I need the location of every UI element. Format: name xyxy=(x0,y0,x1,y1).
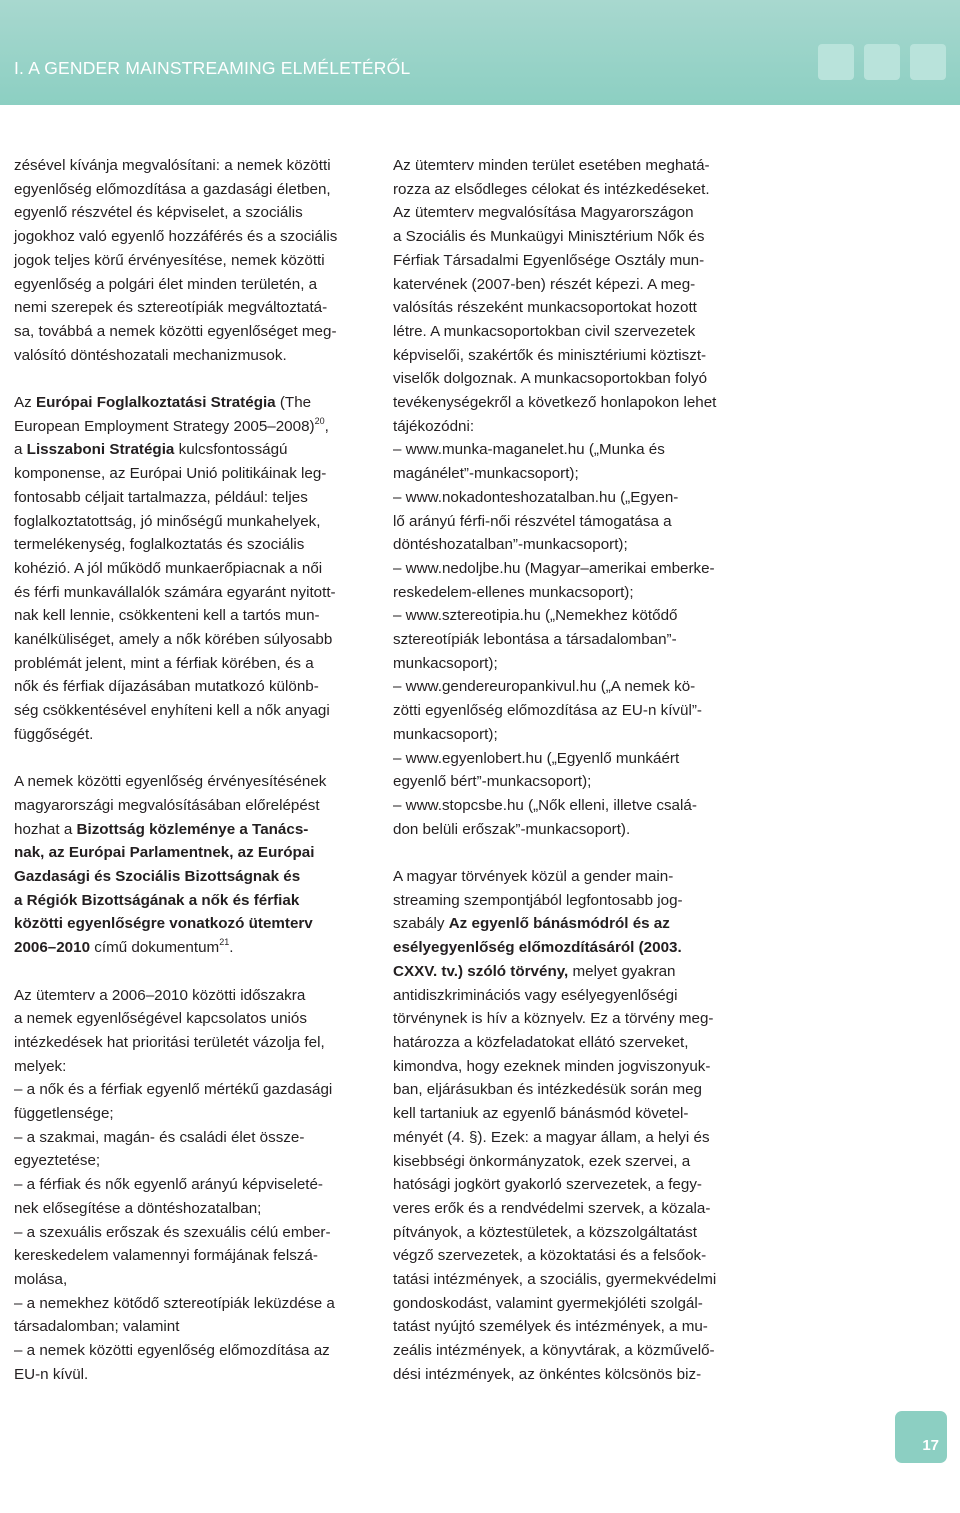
right-text-column xyxy=(393,154,753,1387)
header-decor-square-1 xyxy=(818,44,854,80)
text-line: European Employment Strategy 2005–2008)$^{20}$, xyxy=(14,415,329,435)
website-list-item: magánélet”-munkacsoport); xyxy=(393,465,579,483)
website-list-item: munkacsoport); xyxy=(393,654,498,672)
paragraph-working-groups xyxy=(393,154,753,841)
bold-term: Lisszaboni Stratégia xyxy=(26,441,175,459)
text-line: törvénynek is hív a köznyelv. Ez a törvény meg- xyxy=(393,1010,714,1028)
list-item: – a nemekhez kötődő sztereotípiák leküzdése a xyxy=(14,1294,335,1312)
website-list-item: munkacsoport); xyxy=(393,725,498,743)
text-line: ban, eljárásukban és intézkedésük során meg xyxy=(393,1081,703,1099)
text-line: antidiszkriminációs vagy esélyegyenlőségi xyxy=(393,986,678,1004)
text-line: kohézió. A jól működő munkaerőpiacnak a női xyxy=(14,559,323,577)
text-line: dési intézmények, az önkéntes kölcsönös biz- xyxy=(393,1365,702,1383)
footnote-ref: 21 xyxy=(219,937,230,948)
text-line: szabály Az egyenlő bánásmódról és az xyxy=(393,915,670,933)
text-line: jogokhoz való egyenlő hozzáférés és a szociális xyxy=(14,228,338,246)
website-list-item: don belüli erőszak”-munkacsoport). xyxy=(393,820,631,838)
list-item: – a nők és a férfiak egyenlő mértékű gazdasági xyxy=(14,1081,333,1099)
bold-term: a Régiók Bizottságának a nők és férfiak xyxy=(14,891,300,909)
bold-term: Bizottság közleménye a Tanács- xyxy=(76,820,309,838)
text-line: Férfiak Társadalmi Egyenlősége Osztály mun- xyxy=(393,251,705,269)
text-line: egyenlőség a polgári élet minden területén, a xyxy=(14,275,318,293)
text-line: valósító döntéshozatali mechanizmusok. xyxy=(14,346,287,364)
text-line: Az ütemterv a 2006–2010 közötti időszakra xyxy=(14,986,306,1004)
text-line xyxy=(393,936,753,960)
text-line: nők és férfiak díjazásában mutatkozó különb- xyxy=(14,678,319,696)
bold-term: Az egyenlő bánásmódról és az xyxy=(448,915,670,933)
left-text-column xyxy=(14,154,374,1387)
footnote-ref: 20 xyxy=(314,415,325,426)
website-list-item: – www.nedoljbe.hu (Magyar–amerikai emberke- xyxy=(393,559,715,577)
text-line xyxy=(14,889,374,913)
bold-term: esélyegyenlőség előmozdításáról (2003. xyxy=(393,939,682,957)
text-line: kimondva, hogy ezeknek minden jogviszonyuk- xyxy=(393,1057,711,1075)
text-line: zésével kívánja megvalósítani: a nemek közötti xyxy=(14,157,331,174)
text-line: zeális intézmények, a könyvtárak, a közművelő- xyxy=(393,1342,715,1360)
text-line: a Lisszaboni Stratégia kulcsfontosságú xyxy=(14,441,288,459)
text-line: hozhat a Bizottság közleménye a Tanács- xyxy=(14,820,309,838)
text-line: viselők dolgoznak. A munkacsoportokban folyó xyxy=(393,370,708,388)
website-list-item: döntéshozatalban”-munkacsoport); xyxy=(393,536,628,554)
list-item: – a szakmai, magán- és családi élet össze- xyxy=(14,1128,305,1146)
website-list-item: – www.munka-maganelet.hu („Munka és xyxy=(393,441,665,459)
text-line: ség csökkentésével enyhíteni kell a nők anyagi xyxy=(14,702,330,720)
text-line: 2006–2010 című dokumentum$^{21}$. xyxy=(14,937,234,957)
text-line: tatási intézmények, a szociális, gyermekvédelmi xyxy=(393,1271,717,1289)
paragraph-equality-goals xyxy=(14,154,374,367)
text-line: intézkedések hat prioritási területét vázolja fel, xyxy=(14,1033,325,1051)
text-line: határozza a közfeladatokat ellátó szerveket, xyxy=(393,1034,689,1051)
text-line: pítványok, a köztestületek, a közszolgáltatást xyxy=(393,1223,697,1241)
text-line: hatósági jogkört gyakorló szervezetek, a fegy- xyxy=(393,1176,702,1194)
text-line: Az Európai Foglalkoztatási Stratégia (The xyxy=(14,394,312,412)
website-list-item: zötti egyenlőség előmozdítása az EU-n kívül”- xyxy=(393,702,702,720)
text-line: valósítás részeként munkacsoportokat hozott xyxy=(393,299,697,317)
text-line: katervének (2007-ben) részét képezi. A meg- xyxy=(393,275,696,293)
website-list-item: egyenlő bért”-munkacsoport); xyxy=(393,773,592,791)
list-item: EU-n kívül. xyxy=(14,1365,89,1383)
list-item: társadalomban; valamint xyxy=(14,1318,180,1336)
paragraph-commission-communication xyxy=(14,770,374,960)
text-line: A nemek közötti egyenlőség érvényesítésének xyxy=(14,773,327,791)
text-line: rozza az elsődleges célokat és intézkedéseket. xyxy=(393,180,710,198)
text-line: magyarországi megvalósításában előrelépést xyxy=(14,796,320,814)
text-line: A magyar törvények közül a gender main- xyxy=(393,868,674,886)
text-line: végző szervezetek, a közoktatási és a felsőok- xyxy=(393,1247,707,1265)
text-line xyxy=(14,865,374,889)
chapter-header-band xyxy=(0,0,960,105)
text-line: foglalkoztatottság, jó minőségű munkahelyek, xyxy=(14,512,321,530)
header-decor-square-3 xyxy=(910,44,946,80)
text-line: veres erők és a rendvédelmi szervek, a közala- xyxy=(393,1199,711,1217)
text-line: egyenlőség előmozdítása a gazdasági életben, xyxy=(14,180,331,198)
paragraph-equal-treatment-act xyxy=(393,865,753,1386)
list-item: – a nemek közötti egyenlőség előmozdítása az xyxy=(14,1342,330,1360)
bold-term: Európai Foglalkoztatási Stratégia xyxy=(35,394,276,412)
chapter-title: I. A GENDER MAINSTREAMING ELMÉLETÉRŐL xyxy=(14,58,411,78)
bold-term: nak, az Európai Parlamentnek, az Európai xyxy=(14,844,315,862)
text-line: képviselői, szakértők és minisztériumi köztiszt- xyxy=(393,346,707,364)
website-list-item: – www.sztereotipia.hu („Nemekhez kötődő xyxy=(393,607,678,625)
website-list-item: – www.egyenlobert.hu („Egyenlő munkáért xyxy=(393,749,680,767)
text-line: problémát jelent, mint a férfiak körében, és a xyxy=(14,654,314,672)
text-line: egyenlő részvétel és képviselet, a szociális xyxy=(14,204,303,222)
text-line: fontosabb céljait tartalmazza, például: teljes xyxy=(14,488,308,506)
website-list-item: – www.nokadonteshozatalban.hu („Egyen- xyxy=(393,488,679,506)
text-line: Az ütemterv megvalósítása Magyarországon xyxy=(393,204,694,222)
website-list-item: – www.gendereuropankivul.hu („A nemek kö- xyxy=(393,678,696,696)
header-decor-square-2 xyxy=(864,44,900,80)
text-line: kell tartaniuk az egyenlő bánásmód követel- xyxy=(393,1105,689,1123)
text-line: a Szociális és Munkaügyi Minisztérium Nők és xyxy=(393,228,705,246)
text-line: a nemek egyenlőségével kapcsolatos uniós xyxy=(14,1010,307,1028)
list-item: kereskedelem valamennyi formájának felszá- xyxy=(14,1247,318,1265)
text-line: kisebbségi önkormányzatok, ezek szervei, a xyxy=(393,1152,691,1170)
list-item: – a férfiak és nők egyenlő arányú képviseleté- xyxy=(14,1176,323,1194)
text-line: függőségét. xyxy=(14,725,94,743)
website-list-item: reskedelem-ellenes munkacsoport); xyxy=(393,583,634,601)
bold-term: CXXV. tv.) szóló törvény, xyxy=(393,962,569,980)
page-number-tab xyxy=(895,1411,947,1463)
bold-term: Gazdasági és Szociális Bizottságnak és xyxy=(14,868,301,886)
text-line: kanélküliséget, amely a nők körében súlyosabb xyxy=(14,631,333,649)
website-list-item: lő arányú férfi-női részvétel támogatása a xyxy=(393,512,672,530)
text-line xyxy=(14,841,374,865)
text-line: melyek: xyxy=(14,1057,67,1075)
text-line: nemi szerepek és sztereotípiák megváltoztatá- xyxy=(14,299,328,317)
text-line: streaming szempontjából legfontosabb jog- xyxy=(393,891,683,909)
text-line: gondoskodást, valamint gyermekjóléti szolgál- xyxy=(393,1294,703,1312)
text-line: és férfi munkavállalók számára egyaránt nyitott- xyxy=(14,583,336,601)
text-line: CXXV. tv.) szóló törvény, melyet gyakran xyxy=(393,962,676,980)
list-item: – a szexuális erőszak és szexuális célú ember- xyxy=(14,1223,331,1241)
website-list-item: sztereotípiák lebontása a társadalomban”- xyxy=(393,631,677,649)
bold-term: 2006–2010 xyxy=(14,939,91,957)
page-number: 17 xyxy=(922,1437,939,1454)
paragraph-employment-strategy xyxy=(14,391,374,747)
text-line: termelékenység, foglalkoztatás és szociális xyxy=(14,536,305,554)
text-line: nak kell lennie, csökkenteni kell a tartós mun- xyxy=(14,607,320,625)
text-line: ményét (4. §). Ezek: a magyar állam, a helyi és xyxy=(393,1128,710,1146)
list-item: egyeztetése; xyxy=(14,1152,101,1170)
text-line: jogok teljes körű érvényesítése, nemek közötti xyxy=(14,251,325,269)
text-line: Az ütemterv minden terület esetében meghatá- xyxy=(393,157,710,174)
text-line: tevékenységekről a következő honlapokon lehet xyxy=(393,394,717,412)
text-line xyxy=(14,912,374,936)
list-item: molása, xyxy=(14,1271,68,1288)
website-list-item: – www.stopcsbe.hu („Nők elleni, illetve csalá- xyxy=(393,796,697,814)
text-line: komponense, az Európai Unió politikáinak leg- xyxy=(14,465,327,483)
text-line: sa, továbbá a nemek közötti egyenlőséget meg- xyxy=(14,322,337,340)
text-line: létre. A munkacsoportokban civil szervezetek xyxy=(393,322,696,340)
bold-term: közötti egyenlőségre vonatkozó ütemterv xyxy=(14,915,313,933)
paragraph-roadmap-priorities xyxy=(14,984,374,1387)
list-item: nek elősegítése a döntéshozatalban; xyxy=(14,1199,262,1217)
text-line: tájékozódni: xyxy=(393,417,475,435)
list-item: függetlensége; xyxy=(14,1105,114,1123)
text-line: tatást nyújtó személyek és intézmények, a mu- xyxy=(393,1318,708,1336)
